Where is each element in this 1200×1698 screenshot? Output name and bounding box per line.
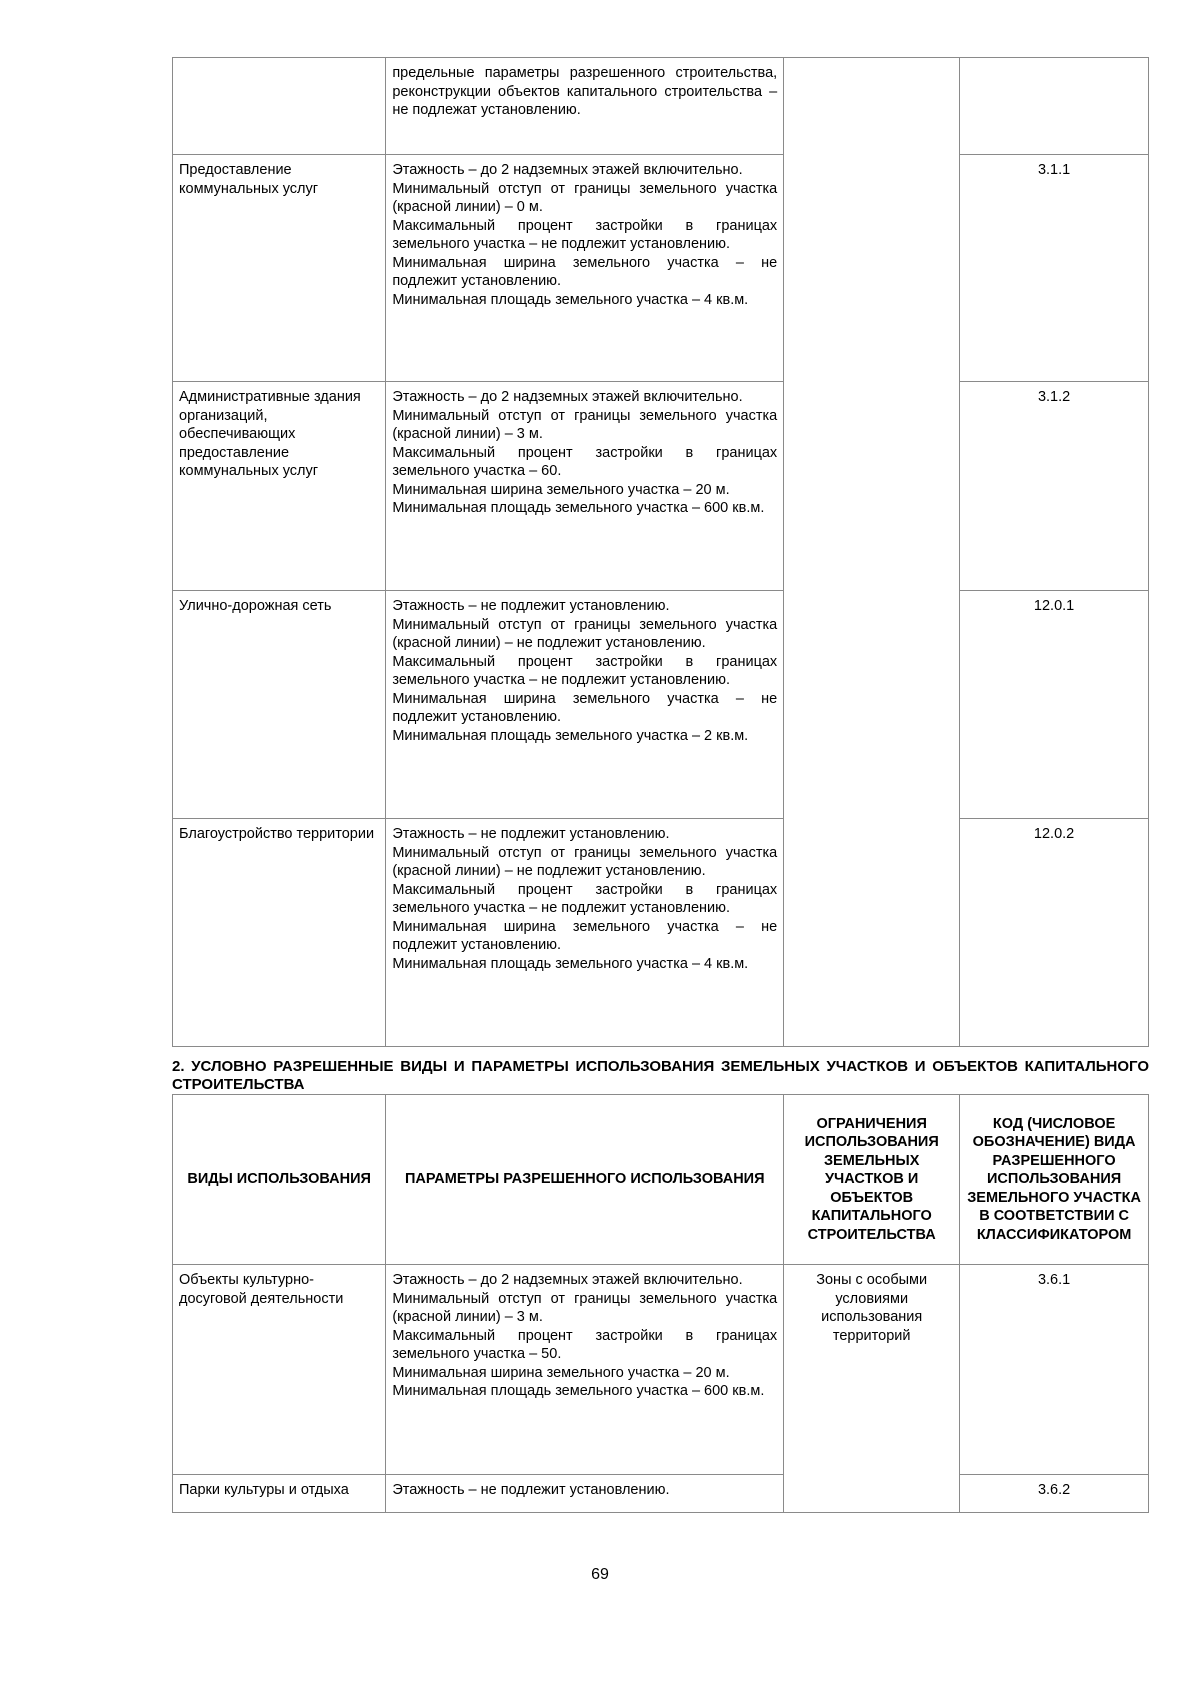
param-line: Этажность – до 2 надземных этажей включительно. <box>392 162 743 178</box>
column-header-params: ПАРАМЕТРЫ РАЗРЕШЕННОГО ИСПОЛЬЗОВАНИЯ <box>386 1095 784 1265</box>
conditional-uses-table <box>172 1094 1149 1513</box>
page-number: 69 <box>591 1566 609 1583</box>
param-line: Этажность – до 2 надземных этажей включительно. <box>392 1272 743 1288</box>
code-cell: 3.1.1 <box>960 155 1149 382</box>
param-line: Максимальный процент застройки в границах земельного участка – 50. <box>392 1327 778 1362</box>
param-line: Максимальный процент застройки в границах земельного участка – не подлежит установлению. <box>392 881 778 916</box>
table-row <box>173 591 1149 819</box>
use-type-cell: Объекты культурно-досуговой деятельности <box>173 1265 386 1475</box>
param-line: Максимальный процент застройки в границах земельного участка – не подлежит установлению. <box>392 217 778 252</box>
column-header-restrictions: ОГРАНИЧЕНИЯ ИСПОЛЬЗОВАНИЯ ЗЕМЕЛЬНЫХ УЧАСТКОВ И ОБЪЕКТОВ КАПИТАЛЬНОГО СТРОИТЕЛЬСТВА <box>784 1095 960 1265</box>
param-line: Этажность – не подлежит установлению. <box>392 1482 670 1498</box>
param-line: Минимальный отступ от границы земельного участка (красной линии) – 3 м. <box>392 407 778 442</box>
column-header-code: КОД (ЧИСЛОВОЕ ОБОЗНАЧЕНИЕ) ВИДА РАЗРЕШЕННОГО ИСПОЛЬЗОВАНИЯ ЗЕМЕЛЬНОГО УЧАСТКА В СООТВЕТСТВИИ С КЛАССИФИКАТОРОМ <box>960 1095 1149 1265</box>
param-line: Минимальная ширина земельного участка – не подлежит установлению. <box>392 254 778 289</box>
use-type-cell: Парки культуры и отдыха <box>173 1475 386 1513</box>
table-row <box>173 1475 1149 1513</box>
param-line: Этажность – не подлежит установлению. <box>392 598 670 614</box>
use-type-cell: Благоустройство территории <box>173 819 386 1047</box>
param-line: Минимальный отступ от границы земельного участка (красной линии) – 0 м. <box>392 180 778 215</box>
param-line: Минимальная площадь земельного участка – 2 кв.м. <box>392 727 749 744</box>
param-line: Минимальный отступ от границы земельного участка (красной линии) – не подлежит установлению. <box>392 616 778 651</box>
table-row <box>173 155 1149 382</box>
table-header-row <box>173 1095 1149 1265</box>
use-type-cell: Улично-дорожная сеть <box>173 591 386 819</box>
param-line: Минимальная ширина земельного участка – не подлежит установлению. <box>392 918 778 953</box>
use-type-cell: Административные здания организаций, обеспечивающих предоставление коммунальных услуг <box>173 382 386 591</box>
param-line: предельные параметры разрешенного строительства, реконструкции объектов капитального строительства – не подлежат установлению. <box>392 65 778 118</box>
section-heading: 2. УСЛОВНО РАЗРЕШЕННЫЕ ВИДЫ И ПАРАМЕТРЫ ИСПОЛЬЗОВАНИЯ ЗЕМЕЛЬНЫХ УЧАСТКОВ И ОБЪЕКТОВ КАПИТАЛЬНОГО СТРОИТЕЛЬСТВА <box>172 1058 1149 1093</box>
params-cell <box>386 1475 784 1513</box>
code-cell: 3.6.2 <box>960 1475 1149 1513</box>
param-line: Этажность – до 2 надземных этажей включительно. <box>392 389 743 405</box>
table-row <box>173 819 1149 1047</box>
code-cell: 12.0.1 <box>960 591 1149 819</box>
params-cell <box>386 1265 784 1475</box>
param-line: Минимальная площадь земельного участка – 4 кв.м. <box>392 955 749 972</box>
code-cell: 3.6.1 <box>960 1265 1149 1475</box>
params-cell <box>386 155 784 382</box>
table-row <box>173 58 1149 155</box>
restrictions-cell: Зоны с особыми условиями использования территорий <box>784 1265 960 1513</box>
code-cell <box>960 58 1149 155</box>
use-type-cell <box>173 58 386 155</box>
param-line: Минимальная площадь земельного участка – 600 кв.м. <box>392 1383 765 1399</box>
restrictions-cell <box>784 58 960 1047</box>
params-cell <box>386 819 784 1047</box>
table-row <box>173 382 1149 591</box>
param-line: Минимальная ширина земельного участка – 20 м. <box>392 1364 730 1381</box>
params-cell <box>386 382 784 591</box>
param-line: Минимальный отступ от границы земельного участка (красной линии) – не подлежит установлению. <box>392 844 778 879</box>
table-row <box>173 1265 1149 1475</box>
param-line: Минимальная площадь земельного участка – 600 кв.м. <box>392 500 765 516</box>
param-line: Максимальный процент застройки в границах земельного участка – 60. <box>392 444 778 479</box>
param-line: Минимальная ширина земельного участка – не подлежит установлению. <box>392 690 778 725</box>
params-cell <box>386 591 784 819</box>
use-type-cell: Предоставление коммунальных услуг <box>173 155 386 382</box>
param-line: Минимальная ширина земельного участка – 20 м. <box>392 481 730 498</box>
permitted-uses-table <box>172 57 1149 1047</box>
code-cell: 3.1.2 <box>960 382 1149 591</box>
params-cell <box>386 58 784 155</box>
param-line: Минимальная площадь земельного участка – 4 кв.м. <box>392 291 749 308</box>
code-cell: 12.0.2 <box>960 819 1149 1047</box>
param-line: Минимальный отступ от границы земельного участка (красной линии) – 3 м. <box>392 1290 778 1325</box>
param-line: Максимальный процент застройки в границах земельного участка – не подлежит установлению. <box>392 653 778 688</box>
column-header-use-types: ВИДЫ ИСПОЛЬЗОВАНИЯ <box>173 1095 386 1265</box>
param-line: Этажность – не подлежит установлению. <box>392 826 670 842</box>
